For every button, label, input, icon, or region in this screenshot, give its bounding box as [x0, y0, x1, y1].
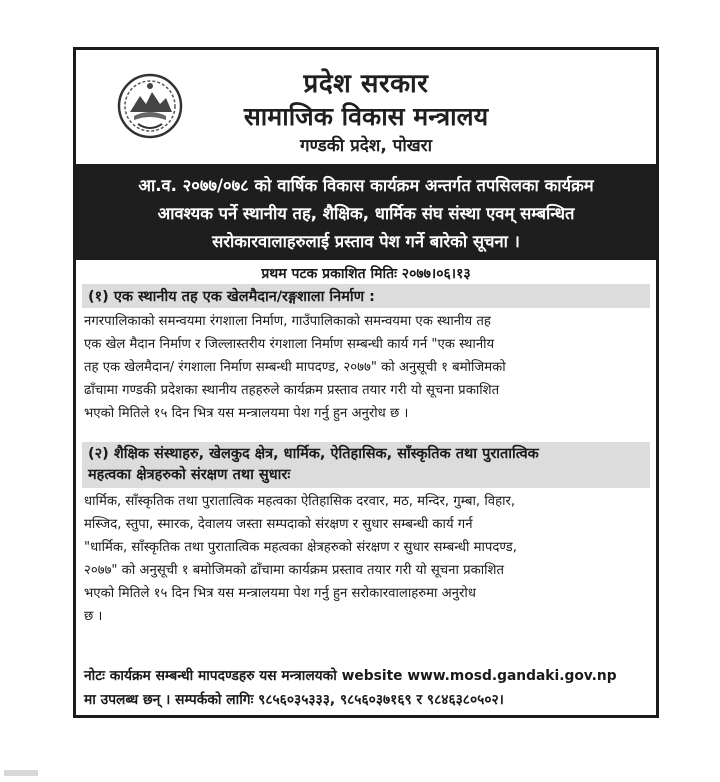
body-line: धार्मिक, साँस्कृतिक तथा पुरातात्विक महत्वका ऐतिहासिक दरवार, मठ, मन्दिर, गुम्बा, विहार,	[84, 494, 516, 509]
section-2-title	[82, 442, 650, 488]
section-1-title: (१) एक स्थानीय तह एक खेलमैदान/रङ्गशाला निर्माण :	[82, 284, 650, 308]
ministry-location: गण्डकी प्रदेश, पोखरा	[299, 136, 433, 156]
note-line: मा उपलब्ध छन् । सम्पर्कको लागिः ९८५६०३५३३३, ९८५६०३७१६९ र ९८४६३८०५०२।	[84, 692, 504, 708]
section-2-title-line: (२) शैक्षिक संस्थाहरु, खेलकुद क्षेत्र, धार्मिक, ऐतिहासिक, साँस्कृतिक तथा पुरातात्विक	[88, 446, 539, 462]
contact-note	[84, 664, 648, 712]
note-line: नोटः कार्यक्रम सम्बन्धी मापदण्डहरु यस मन्त्रालयको website www.mosd.gandaki.gov.np	[84, 668, 617, 684]
body-line: "धार्मिक, साँस्कृतिक तथा पुरातात्विक महत्वका क्षेत्रहरुको संरक्षण र सुधार सम्बन्धी मापदण्ड,	[84, 540, 517, 555]
body-line: भएको मितिले १५ दिन भित्र यस मन्त्रालयमा पेश गर्नु हुन अनुरोध छ ।	[84, 406, 409, 421]
body-line: २०७७" को अनुसूची १ बमोजिमको ढाँचामा कार्यक्रम प्रस्ताव तयार गरी यो सूचना प्रकाशित	[84, 563, 505, 578]
section-2-body	[84, 490, 648, 628]
body-line: छ ।	[84, 609, 103, 624]
banner-line: सरोकारवालाहरुलाई प्रस्ताव पेश गर्ने बारेको सूचना ।	[212, 232, 520, 251]
section-2-title-line: महत्वका क्षेत्रहरुको संरक्षण तथा सुधारः	[88, 467, 291, 483]
banner-line: आवश्यक पर्ने स्थानीय तह, शैक्षिक, धार्मिक संघ संस्था एवम् सम्बन्धित	[157, 204, 575, 223]
ministry-name: सामाजिक विकास मन्त्रालय	[243, 102, 489, 131]
section-1-body	[84, 310, 648, 425]
body-line: ढाँचामा गण्डकी प्रदेशका स्थानीय तहहरुले कार्यक्रम प्रस्ताव तयार गरी यो सूचना प्रकाशित	[84, 383, 500, 398]
banner-line: आ.व. २०७७/०७८ को वार्षिक विकास कार्यक्रम अन्तर्गत तपसिलका कार्यक्रम	[138, 176, 594, 195]
notice-frame	[73, 47, 659, 718]
page-title: प्रदेश सरकार	[303, 69, 429, 99]
body-line: तह एक खेलमैदान/ रंगशाला निर्माण सम्बन्धी मापदण्ड, २०७७" को अनुसूची १ बमोजिमको	[84, 360, 506, 375]
body-line: एक खेल मैदान निर्माण र जिल्लास्तरीय रंगशाला निर्माण सम्बन्धी कार्य गर्न "एक स्थानीय	[84, 337, 495, 352]
body-line: मस्जिद, स्तुपा, स्मारक, देवालय जस्ता सम्पदाको संरक्षण र सुधार सम्बन्धी कार्य गर्न	[84, 517, 473, 532]
body-line: भएको मितिले १५ दिन भित्र यस मन्त्रालयमा पेश गर्नु हुन सरोकारवालाहरुमा अनुरोध	[84, 586, 476, 601]
corner-mark	[4, 770, 38, 776]
publish-date: प्रथम पटक प्रकाशित मितिः २०७७।०६।१३	[261, 266, 471, 282]
notice-banner	[76, 164, 656, 260]
body-line: नगरपालिकाको समन्वयमा रंगशाला निर्माण, गाउँपालिकाको समन्वयमा एक स्थानीय तह	[84, 314, 491, 329]
